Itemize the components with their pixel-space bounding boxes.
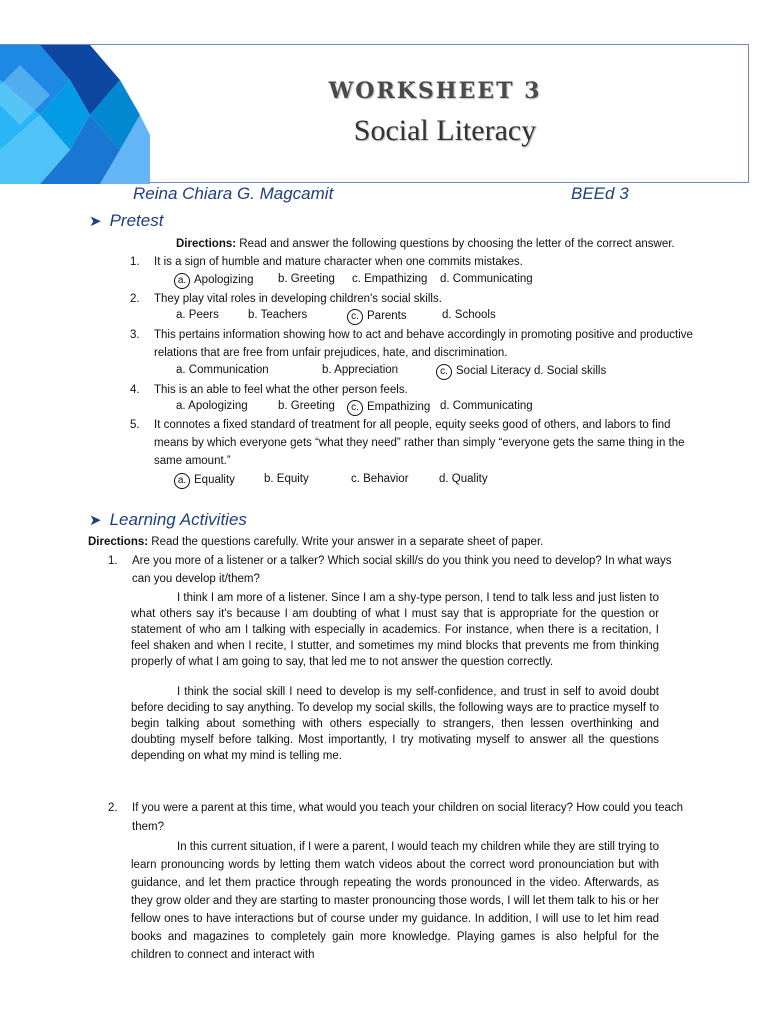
q5-option-a: a. Equality — [174, 473, 235, 489]
q4-option-a: a. Apologizing — [176, 400, 248, 412]
worksheet-subtitle: Social Literacy — [353, 114, 537, 147]
activity-answer-1a: I think I am more of a listener. Since I am a shy-type person, I tend to talk less and just listen to what others say it's because I am doubting of what I must say that is appropriate for the question or statement of who am I talking with especially in academics. For instance, when there is a recitation, I feel shaken and when I recite, I stutter, and sometimes my mind blocks that prevents me from thinking properly of what I am going to say, that led me to not answer the question correctly. — [131, 592, 659, 668]
q1-option-d: d. Communicating — [440, 273, 533, 285]
pretest-question-3: 3. This pertains information showing how to act and behave accordingly in promoting positive and productive — [130, 329, 693, 341]
pretest-question-5-cont: means by which everyone gets “what they need” rather than simply “everyone gets the same thing in the — [154, 437, 685, 449]
student-course: BEEd 3 — [571, 184, 629, 203]
pretest-question-5-cont2: same amount.” — [154, 455, 231, 467]
q3-option-a: a. Communication — [176, 364, 269, 376]
student-name: Reina Chiara G. Magcamit — [133, 184, 334, 203]
q5-option-b: b. Equity — [264, 473, 309, 485]
arrow-right-icon: ➤ — [89, 512, 102, 529]
q3-option-c: c. Social Literacy d. Social skills — [436, 364, 606, 380]
answer-circle: c. — [347, 400, 363, 416]
pretest-question-3-cont: relations that are free from unfair prejudices, hate, and discrimination. — [154, 347, 508, 359]
answer-circle: c. — [347, 309, 363, 325]
activity-answer-1b: I think the social skill I need to develop is my self-confidence, and trust in self to avoid doubt before deciding to say anything. To develop my social skills, the following ways are to practice myself to begin talking about something with others especially to strangers, then lessen overthinking and doubting myself before talking. Most importantly, I try motivating myself to answer all the questions depending on what my mind is telling me. — [131, 686, 659, 762]
q5-option-d: d. Quality — [439, 473, 488, 485]
answer-circle: c. — [436, 364, 452, 380]
q4-option-d: d. Communicating — [440, 400, 533, 412]
learning-activities-heading: ➤ Learning Activities — [89, 510, 247, 529]
q3-option-b: b. Appreciation — [322, 364, 399, 376]
pretest-question-4: 4. This is an able to feel what the other person feels. — [130, 384, 408, 396]
activity-question-2-cont: them? — [132, 821, 164, 833]
q4-option-b: b. Greeting — [278, 400, 335, 412]
q1-option-b: b. Greeting — [278, 273, 335, 285]
q2-option-a: a. Peers — [176, 309, 219, 321]
pretest-question-5: 5. It connotes a fixed standard of treatment for all people, equity seeks good of others, and labors to find — [130, 419, 671, 431]
answer-circle: a. — [174, 273, 190, 289]
activity-question-1-cont: can you develop it/them? — [132, 573, 260, 585]
worksheet-title: WORKSHEET 3 — [328, 78, 542, 104]
q4-option-c: c. Empathizing — [347, 400, 430, 416]
q2-option-b: b. Teachers — [248, 309, 308, 321]
q1-option-a: a. Apologizing — [174, 273, 253, 289]
pretest-question-1: 1. It is a sign of humble and mature character when one commits mistakes. — [130, 256, 523, 268]
q2-option-d: d. Schools — [442, 309, 496, 321]
arrow-right-icon: ➤ — [89, 213, 102, 230]
q2-option-c: c. Parents — [347, 309, 407, 325]
activities-directions: Directions: Read the questions carefully. Write your answer in a separate sheet of paper. — [88, 536, 544, 548]
pretest-heading: ➤ Pretest — [89, 211, 164, 230]
activity-question-2: 2. If you were a parent at this time, what would you teach your children on social literacy? How could you teach — [108, 802, 684, 814]
pretest-directions: Directions: Read and answer the following questions by choosing the letter of the correct answer. — [176, 238, 675, 250]
q1-option-c: c. Empathizing — [352, 273, 428, 285]
q5-option-c: c. Behavior — [351, 473, 409, 485]
answer-circle: a. — [174, 473, 190, 489]
activity-answer-2: In this current situation, if I were a parent, I would teach my children while they are still trying to learn pronouncing words by letting them watch videos about the correct word pronounciation but with guidance, and let them practice through repeating the words pronounced in the video. Afterwards, as they grow older and they are starting to master pronouncing those words, I will let them talk to his or her fellow ones to have interactions but of course under my guidance. In addition, I will use to let him read books and magazines to completely gain more knowledge. Playing games is also helpful for the children to connect and interact with — [131, 841, 659, 961]
activity-question-1: 1. Are you more of a listener or a talker? Which social skill/s do you think you need to develop? In what ways — [108, 555, 672, 567]
pretest-question-2: 2. They play vital roles in developing children's social skills. — [130, 293, 442, 305]
